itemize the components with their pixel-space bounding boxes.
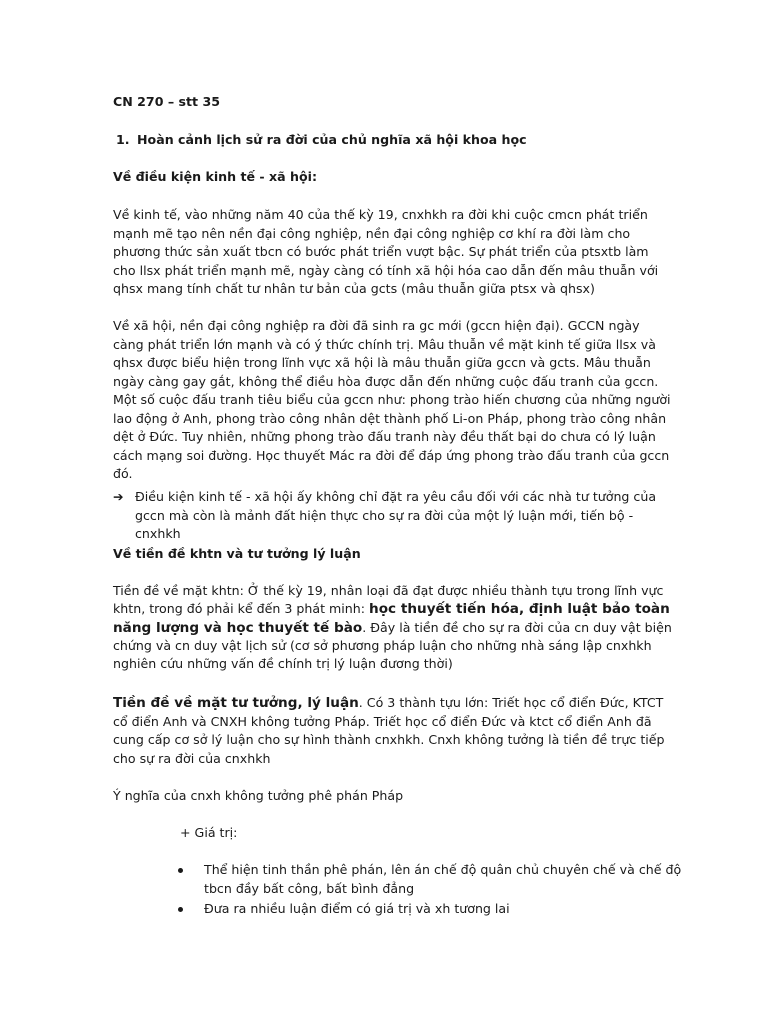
khtn-paragraph bbox=[113, 582, 673, 673]
list-item-text: Đưa ra nhiều luận điểm có giá trị và xh tương lai bbox=[204, 901, 510, 916]
section-number: 1. bbox=[116, 132, 130, 147]
econ-heading: Về điều kiện kinh tế - xã hội: bbox=[113, 169, 318, 184]
khtn-discoveries: học thuyết tiến hóa, định luật bảo toàn năng lượng và học thuyết tế bào bbox=[113, 601, 670, 636]
document-title: CN 270 – stt 35 bbox=[113, 94, 220, 109]
social-paragraph: Về xã hội, nền đại công nghiệp ra đời đã sinh ra gc mới (gccn hiện đại). GCCN ngày càng phát triển lớn mạnh và có ý thức chính trị. Mâu thuẫn về mặt kinh tế giữa llsx và qhsx được biểu hiện trong lĩnh vực xã hội là mâu thuẫn giữa gccn và gcts. Mâu thuẫn ngày càng gay gắt, không thể điều hòa được dẫn đến những cuộc đấu tranh của gccn. Một số cuộc đấu tranh tiêu biểu của gccn như: phong trào hiến chương của những người lao động ở Anh, phong trào công nhân dệt thành phố Li-on Pháp, phong trào công nhân dệt ở Đức. Tuy nhiên, những phong trào đấu tranh này đều thất bại do chưa có lý luận cách mạng soi đường. Học thuyết Mác ra đời để đáp ứng phong trào đấu tranh của gccn đó. bbox=[113, 318, 671, 481]
value-label: + Giá trị: bbox=[180, 825, 238, 840]
conclusion-text: Điều kiện kinh tế - xã hội ấy không chỉ đặt ra yêu cầu đối với các nhà tư tưởng của gccn mà còn là mảnh đất hiện thực cho sự ra đời của một lý luận mới, tiến bộ - cnxhkh bbox=[135, 489, 657, 541]
arrow-right-icon: ➔ bbox=[113, 489, 124, 504]
section-heading: Hoàn cảnh lịch sử ra đời của chủ nghĩa xã hội khoa học bbox=[137, 132, 527, 147]
bullet-icon bbox=[178, 907, 183, 912]
theory-heading: Về tiền đề khtn và tư tưởng lý luận bbox=[113, 546, 361, 561]
khtn-tail: . Đây là tiền đề cho sự ra đời của cn duy vật biện chứng và cn duy vật lịch sử (cơ sở phương pháp luận cho những nhà sáng lập cnxhkh nghiên cứu những vấn đề chính trị lý luận đương thời) bbox=[113, 619, 672, 672]
bullet-icon bbox=[178, 868, 183, 873]
list-item-text: Thể hiện tinh thần phê phán, lên án chế độ quân chủ chuyên chế và chế độ tbcn đầy bất công, bất bình đẳng bbox=[204, 862, 682, 896]
khtn-lead: Tiền đề về mặt khtn: Ở thế kỳ 19, nhân loại đã đạt được nhiều thành tựu trong lĩnh vực khtn, trong đó phải kể đến 3 phát minh: bbox=[113, 583, 664, 617]
ideology-lead: Tiền đề về mặt tư tưởng, lý luận bbox=[113, 695, 359, 711]
meaning-line: Ý nghĩa của cnxh không tưởng phê phán Pháp bbox=[113, 788, 404, 803]
ideology-paragraph bbox=[113, 694, 673, 768]
ideology-tail: . Có 3 thành tựu lớn: Triết học cổ điển Đức, KTCT cổ điển Anh và CNXH không tưởng Pháp. Triết học cổ điển Đức và ktct cổ điển Anh đã cung cấp cơ sở lý luận cho sự hình thành cnxhkh. Cnxh không tưởng là tiền đề trực tiếp cho sự ra đời của cnxhkh bbox=[113, 695, 665, 766]
econ-paragraph: Về kinh tế, vào những năm 40 của thế kỳ 19, cnxhkh ra đời khi cuộc cmcn phát triển mạnh mẽ tạo nên nền đại công nghiệp, nền đại công nghiệp cơ khí ra đời làm cho phương thức sản xuất tbcn có bước phát triển vượt bậc. Sự phát triển của ptsxtb làm cho llsx phát triển mạnh mẽ, ngày càng có tính xã hội hóa cao dẫn đến mâu thuẫn với qhsx mang tính chất tư nhân tư bản của gcts (mâu thuẫn giữa ptsx và qhsx) bbox=[113, 207, 659, 296]
